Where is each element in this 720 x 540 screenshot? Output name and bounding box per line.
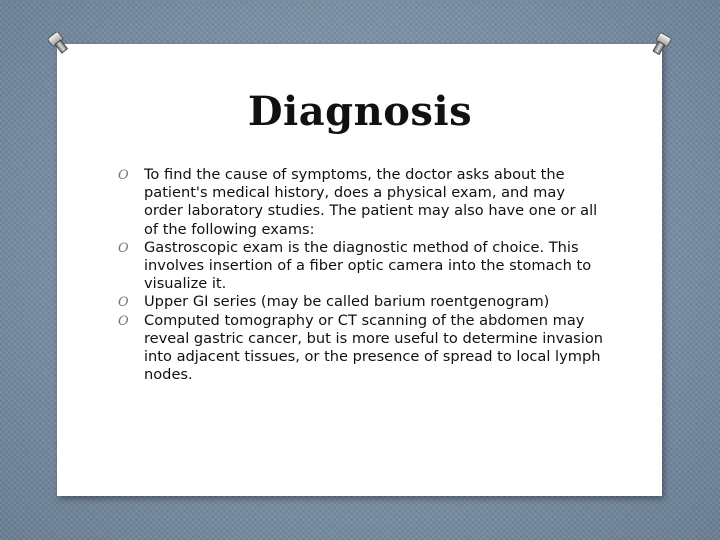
bullet-marker-icon: O	[118, 168, 129, 183]
bullet-text: Gastroscopic exam is the diagnostic method of choice. This involves insertion of a fiber optic camera into the stomach to visualize it.	[144, 238, 592, 293]
bullet-marker-icon: O	[118, 295, 129, 311]
bullet-item	[118, 293, 604, 311]
bullet-text: Upper GI series (may be called barium roentgenogram)	[144, 293, 550, 311]
bullet-item	[118, 166, 604, 239]
bullet-text: Computed tomography or CT scanning of the abdomen may reveal gastric cancer, but is more useful to determine invasion into adjacent tissues, or the presence of spread to local lymph nodes.	[144, 311, 604, 384]
bullet-list	[118, 166, 604, 384]
bullet-marker-icon: O	[118, 240, 129, 256]
bullet-item	[118, 312, 604, 385]
slide-title: Diagnosis	[247, 88, 473, 135]
bullet-marker-icon: O	[118, 313, 129, 329]
bullet-item	[118, 239, 604, 294]
bullet-text: To find the cause of symptoms, the doctor asks about the patient's medical history, does a physical exam, and may order laboratory studies. The patient may also have one or all of the following exams:	[144, 166, 598, 238]
